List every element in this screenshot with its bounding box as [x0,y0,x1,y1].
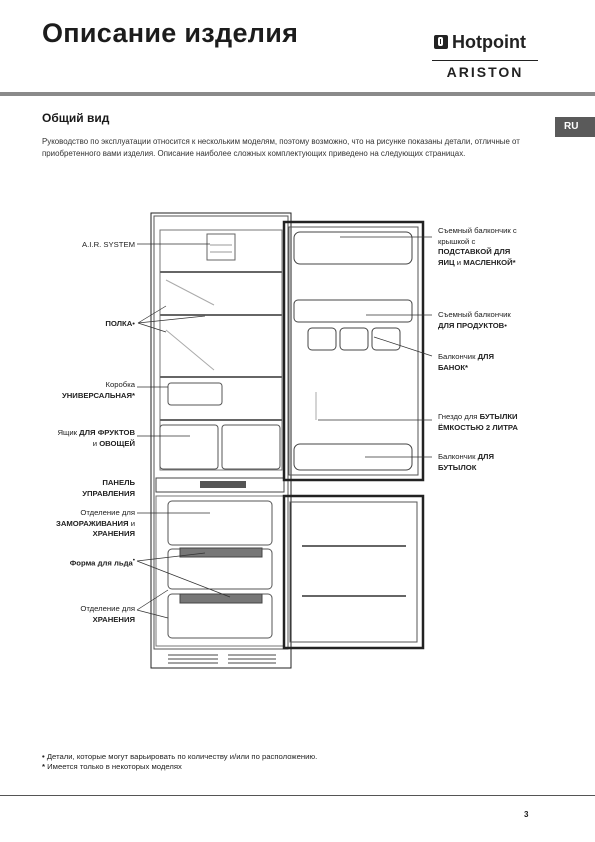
label-storage: Отделение для ХРАНЕНИЯ [80,604,135,624]
ice-tray-1 [180,548,262,557]
label-balcony-products: Съемный балкончик ДЛЯ ПРОДУКТОВ• [438,310,511,330]
fridge-door [284,222,423,480]
label-universal-box: Коробка УНИВЕРСАЛЬНАЯ* [61,380,135,400]
intro-paragraph: Руководство по эксплуатации относится к нескольким моделям, поэтому возможно, что на рисунке показаны детали, отличные от приобретенного вами изделия. Описание наиболее сложных комплектующих приведено на следующих страницах. [42,137,520,158]
crisper-drawer-right [222,425,280,469]
label-air-system: A.I.R. SYSTEM [82,240,135,249]
label-freezer: Отделение для ЗАМОРАЖИВАНИЯ и ХРАНЕНИЯ [56,508,135,538]
label-bottle-balcony: Балкончик ДЛЯ БУТЫЛОК [438,452,494,472]
bottom-grille [168,655,276,663]
footnote-1: • Детали, которые могут варьировать по количеству и/или по расположению. [42,752,318,761]
label-crisper: Ящик ДЛЯ ФРУКТОВ и ОВОЩЕЙ [57,428,135,448]
label-shelf: ПОЛКА• [105,319,135,328]
freezer-door [284,496,423,648]
page-title: Описание изделия [42,18,299,48]
crisper-drawer-left [160,425,218,469]
universal-box [168,383,222,405]
control-panel-display [200,481,246,488]
cabinet-inner-outline [154,216,288,649]
freezer-door-liner [290,502,417,642]
brand-name-bottom: ARISTON [446,64,524,80]
brand-name-top: Hotpoint [452,32,526,52]
shelf-reflection-1 [166,280,214,305]
footer-rule [0,795,595,796]
language-badge: RU [555,117,595,137]
label-balcony-jars: Балкончик ДЛЯ БАНОК* [438,352,494,372]
label-control-panel: ПАНЕЛЬ УПРАВЛЕНИЯ [82,478,135,498]
ice-tray-2 [180,594,262,603]
fridge-compartment [160,230,282,470]
freezer-compartment [156,496,284,646]
freezer-drawer-1 [168,501,272,545]
footnote-2: * Имеется только в некоторых моделях [42,762,182,771]
air-system-unit [207,234,235,260]
door-balcony-products [294,300,412,322]
label-balcony-lid: Съемный балкончик с крышкой с ПОДСТАВКОЙ ДЛЯ ЯИЦ и МАСЛЕНКОЙ* [438,226,517,267]
label-bottle-slot: Гнездо для БУТЫЛКИ ЁМКОСТЬЮ 2 ЛИТРА [438,412,518,432]
page-number: 3 [524,810,529,819]
shelf-reflection-2 [166,330,214,370]
jar-balcony [308,328,400,350]
section-title: Общий вид [42,111,110,125]
footnotes [42,752,317,772]
label-ice-tray: Форма для льда• [69,557,135,568]
